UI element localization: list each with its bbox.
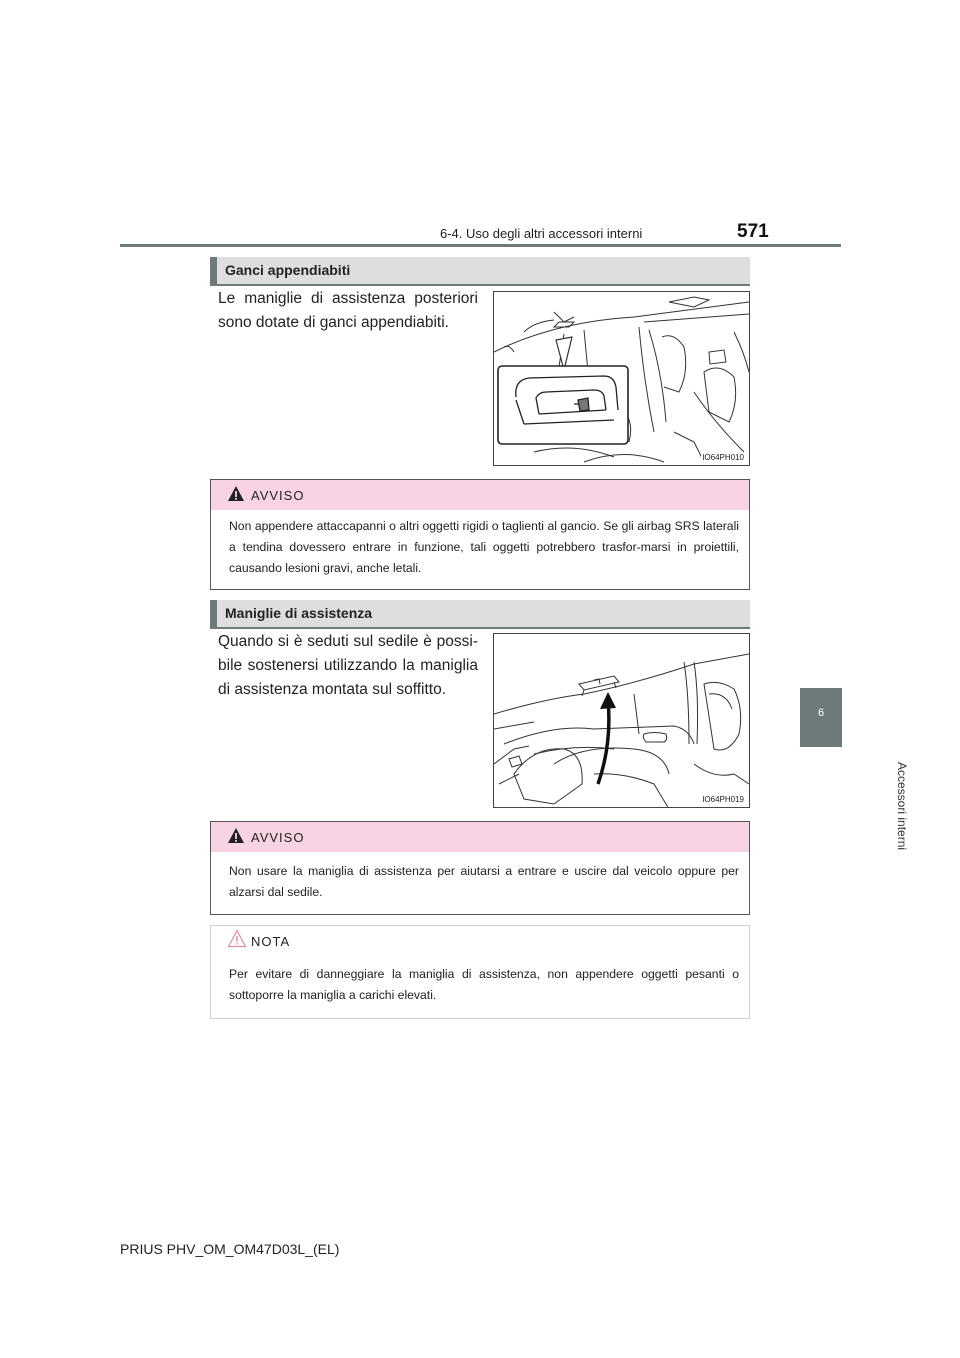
warning-box-body: [211, 852, 749, 914]
warning-title: AVVISO: [251, 488, 305, 503]
section-heading-text: Maniglie di assistenza: [225, 605, 373, 621]
warning-box-2: [210, 821, 750, 915]
note-box: [210, 925, 750, 1019]
page-number: 571: [737, 221, 769, 242]
figure-assist-grip: [493, 633, 750, 808]
chapter-tab-label: Accessori interni: [895, 762, 909, 851]
warning-title: AVVISO: [251, 830, 305, 845]
warning-triangle-icon: [227, 485, 245, 502]
section-heading-text: Ganci appendiabiti: [225, 262, 351, 278]
figure-code: IO64PH019: [702, 795, 744, 804]
warning-box-1: [210, 479, 750, 590]
document-footer: PRIUS PHV_OM_OM47D03L_(EL): [120, 1241, 340, 1257]
figure-coat-hook: [493, 291, 750, 466]
note-title: NOTA: [251, 934, 291, 949]
warning-text: Non appendere attaccapanni o altri oggetti rigidi o taglienti al gancio. Se gli airbag SRS laterali a tendina dovessero entrare in funzione, tali oggetti potrebbero trasfor-marsi in proiettili, causando lesioni gravi, anche letali.: [229, 519, 739, 575]
note-text: Per evitare di danneggiare la maniglia di assistenza, non appendere oggetti pesanti o sottoporre la maniglia a carichi elevati.: [229, 967, 739, 1002]
caution-triangle-icon: [227, 929, 247, 948]
warning-box-header: [211, 480, 749, 510]
figure-code: IO64PH010: [702, 453, 744, 462]
running-header-section: 6-4. Uso degli altri accessori interni: [440, 226, 643, 241]
note-box-body: [211, 956, 749, 1018]
section-heading-maniglie: [210, 600, 750, 627]
warning-box-header: [211, 822, 749, 852]
coat-hook-illustration: [494, 292, 750, 466]
note-box-header: [211, 926, 749, 956]
warning-text: Non usare la maniglia di assistenza per aiutarsi a entrare e uscire dal veicolo oppure per alzarsi dal sedile.: [229, 864, 739, 899]
section-body-maniglie: Quando si è seduti sul sedile è possi-bile sostenersi utilizzando la maniglia di assistenza montata sul soffitto.: [218, 633, 478, 698]
section-heading-ganci: [210, 257, 750, 284]
header-rule: [120, 244, 841, 247]
warning-box-body: [211, 510, 749, 589]
section-body-ganci: Le maniglie di assistenza posteriori sono dotate di ganci appendiabiti.: [218, 290, 478, 331]
chapter-tab-number: 6: [817, 707, 825, 719]
chapter-tab: [800, 688, 842, 747]
warning-triangle-icon: [227, 827, 245, 844]
assist-grip-illustration: [494, 634, 750, 808]
